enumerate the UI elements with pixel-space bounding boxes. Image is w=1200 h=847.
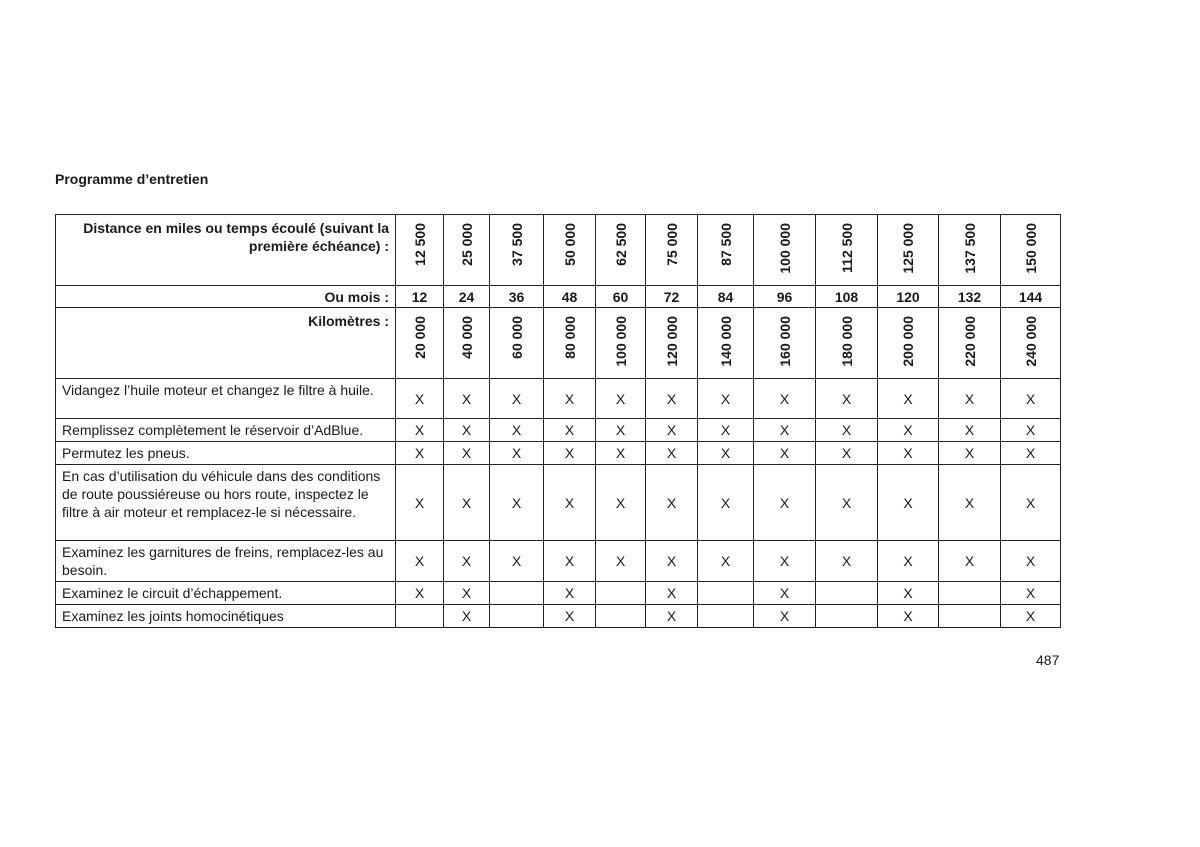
mark-cell: X [646, 379, 698, 419]
mark-cell: X [1001, 465, 1061, 541]
km-value: 20 000 [411, 316, 428, 359]
mark-cell [596, 582, 646, 605]
mark-cell: X [939, 419, 1001, 442]
km-cell [698, 308, 754, 379]
mark-cell: X [444, 442, 490, 465]
mark-cell [816, 582, 878, 605]
mark-cell: X [396, 582, 444, 605]
mark-cell: X [490, 419, 544, 442]
mark-cell: X [878, 465, 939, 541]
mark-cell: X [444, 379, 490, 419]
mark-cell: X [939, 465, 1001, 541]
mark-cell: X [490, 465, 544, 541]
mark-cell: X [396, 419, 444, 442]
table-row [56, 442, 1061, 465]
table-row [56, 605, 1061, 628]
mark-cell: X [396, 541, 444, 582]
months-value: 60 [596, 286, 646, 308]
mark-cell: X [754, 465, 816, 541]
mark-cell [596, 605, 646, 628]
mark-cell: X [1001, 582, 1061, 605]
miles-cell [754, 215, 816, 286]
mark-cell: X [754, 379, 816, 419]
miles-cell [816, 215, 878, 286]
mark-cell: X [1001, 419, 1061, 442]
mark-cell: X [544, 541, 596, 582]
miles-value: 75 000 [663, 223, 680, 266]
mark-cell: X [596, 442, 646, 465]
mark-cell: X [396, 442, 444, 465]
table-row [56, 465, 1061, 541]
months-value: 12 [396, 286, 444, 308]
km-cell [444, 308, 490, 379]
mark-cell: X [646, 541, 698, 582]
mark-cell: X [1001, 605, 1061, 628]
task-description: Examinez le circuit d’échappement. [56, 582, 396, 605]
mark-cell: X [596, 541, 646, 582]
mark-cell: X [878, 379, 939, 419]
maintenance-schedule-table [55, 214, 1061, 628]
table-row [56, 582, 1061, 605]
mark-cell: X [646, 419, 698, 442]
mark-cell: X [816, 541, 878, 582]
mark-cell: X [939, 379, 1001, 419]
miles-value: 125 000 [900, 223, 916, 274]
task-description: Vidangez l’huile moteur et changez le filtre à huile. [56, 379, 396, 419]
miles-cell [878, 215, 939, 286]
mark-cell: X [754, 442, 816, 465]
mark-cell: X [878, 582, 939, 605]
mark-cell: X [444, 582, 490, 605]
mark-cell: X [754, 605, 816, 628]
months-value: 48 [544, 286, 596, 308]
km-cell [816, 308, 878, 379]
km-cell [878, 308, 939, 379]
mark-cell: X [816, 442, 878, 465]
mark-cell: X [878, 442, 939, 465]
months-value: 72 [646, 286, 698, 308]
km-value: 80 000 [561, 316, 578, 359]
mark-cell: X [444, 605, 490, 628]
mark-cell [939, 582, 1001, 605]
km-value: 220 000 [961, 316, 978, 367]
months-label: Ou mois : [56, 286, 396, 308]
task-description: En cas d’utilisation du véhicule dans des conditions de route poussiéreuse ou hors route, inspectez le filtre à air moteur et remplacez-le si nécessaire. [56, 465, 396, 541]
mark-cell: X [444, 419, 490, 442]
mark-cell: X [698, 379, 754, 419]
mark-cell: X [816, 419, 878, 442]
mark-cell [396, 605, 444, 628]
mark-cell: X [754, 419, 816, 442]
miles-value: 137 500 [961, 223, 978, 274]
mark-cell: X [939, 442, 1001, 465]
km-cell [396, 308, 444, 379]
mark-cell: X [1001, 442, 1061, 465]
mark-cell: X [1001, 541, 1061, 582]
table-row [56, 379, 1061, 419]
mark-cell: X [646, 465, 698, 541]
mark-cell: X [544, 442, 596, 465]
mark-cell: X [544, 465, 596, 541]
km-cell [544, 308, 596, 379]
mark-cell: X [596, 379, 646, 419]
header-row-km [56, 308, 1061, 379]
miles-cell [1001, 215, 1061, 286]
miles-value: 50 000 [561, 223, 578, 266]
miles-value: 12 500 [411, 223, 428, 266]
header-row-months [56, 286, 1061, 308]
km-label: Kilomètres : [56, 308, 396, 379]
mark-cell: X [444, 541, 490, 582]
mark-cell: X [698, 541, 754, 582]
km-cell [1001, 308, 1061, 379]
months-value: 96 [754, 286, 816, 308]
miles-value: 25 000 [458, 223, 475, 266]
miles-cell [544, 215, 596, 286]
task-description: Examinez les garnitures de freins, remplacez-les au besoin. [56, 541, 396, 582]
months-value: 144 [1001, 286, 1061, 308]
mark-cell [698, 582, 754, 605]
mark-cell: X [396, 379, 444, 419]
months-value: 36 [490, 286, 544, 308]
page-number: 487 [1036, 652, 1060, 668]
section-title: Programme d’entretien [55, 171, 209, 187]
months-value: 132 [939, 286, 1001, 308]
miles-cell [490, 215, 544, 286]
mark-cell [816, 605, 878, 628]
km-value: 180 000 [838, 316, 855, 367]
months-value: 120 [878, 286, 939, 308]
mark-cell: X [698, 419, 754, 442]
miles-cell [698, 215, 754, 286]
mark-cell: X [816, 465, 878, 541]
mark-cell: X [754, 541, 816, 582]
km-cell [490, 308, 544, 379]
mark-cell: X [544, 419, 596, 442]
km-value: 200 000 [900, 316, 916, 367]
mark-cell: X [490, 379, 544, 419]
mark-cell: X [878, 605, 939, 628]
mark-cell: X [444, 465, 490, 541]
mark-cell: X [646, 442, 698, 465]
distance-label: Distance en miles ou temps écoulé (suivant la première échéance) : [56, 215, 396, 286]
miles-value: 37 500 [508, 223, 525, 266]
km-value: 240 000 [1022, 316, 1039, 367]
mark-cell: X [596, 465, 646, 541]
mark-cell: X [544, 582, 596, 605]
task-description: Permutez les pneus. [56, 442, 396, 465]
km-cell [596, 308, 646, 379]
km-cell [754, 308, 816, 379]
miles-value: 62 500 [612, 223, 629, 266]
mark-cell [698, 605, 754, 628]
mark-cell: X [490, 541, 544, 582]
months-value: 84 [698, 286, 754, 308]
km-value: 160 000 [776, 316, 793, 367]
mark-cell: X [646, 582, 698, 605]
miles-cell [939, 215, 1001, 286]
miles-cell [646, 215, 698, 286]
mark-cell: X [816, 379, 878, 419]
km-cell [646, 308, 698, 379]
km-value: 140 000 [717, 316, 734, 367]
miles-cell [596, 215, 646, 286]
miles-value: 112 500 [838, 223, 855, 273]
table-row [56, 419, 1061, 442]
mark-cell: X [544, 379, 596, 419]
km-value: 60 000 [508, 316, 525, 359]
mark-cell: X [878, 541, 939, 582]
miles-cell [396, 215, 444, 286]
mark-cell: X [596, 419, 646, 442]
mark-cell: X [490, 442, 544, 465]
mark-cell: X [698, 442, 754, 465]
header-row-miles [56, 215, 1061, 286]
miles-cell [444, 215, 490, 286]
miles-value: 87 500 [717, 223, 734, 266]
mark-cell: X [1001, 379, 1061, 419]
mark-cell: X [939, 541, 1001, 582]
task-description: Remplissez complètement le réservoir d’AdBlue. [56, 419, 396, 442]
mark-cell: X [646, 605, 698, 628]
mark-cell: X [754, 582, 816, 605]
km-value: 100 000 [612, 316, 629, 367]
mark-cell: X [878, 419, 939, 442]
km-cell [939, 308, 1001, 379]
mark-cell [490, 605, 544, 628]
miles-value: 100 000 [776, 223, 793, 274]
months-value: 108 [816, 286, 878, 308]
table-row [56, 541, 1061, 582]
mark-cell: X [698, 465, 754, 541]
months-value: 24 [444, 286, 490, 308]
mark-cell: X [544, 605, 596, 628]
km-value: 120 000 [663, 316, 680, 367]
miles-value: 150 000 [1022, 223, 1039, 274]
task-description: Examinez les joints homocinétiques [56, 605, 396, 628]
km-value: 40 000 [458, 316, 475, 359]
mark-cell: X [396, 465, 444, 541]
mark-cell [939, 605, 1001, 628]
mark-cell [490, 582, 544, 605]
